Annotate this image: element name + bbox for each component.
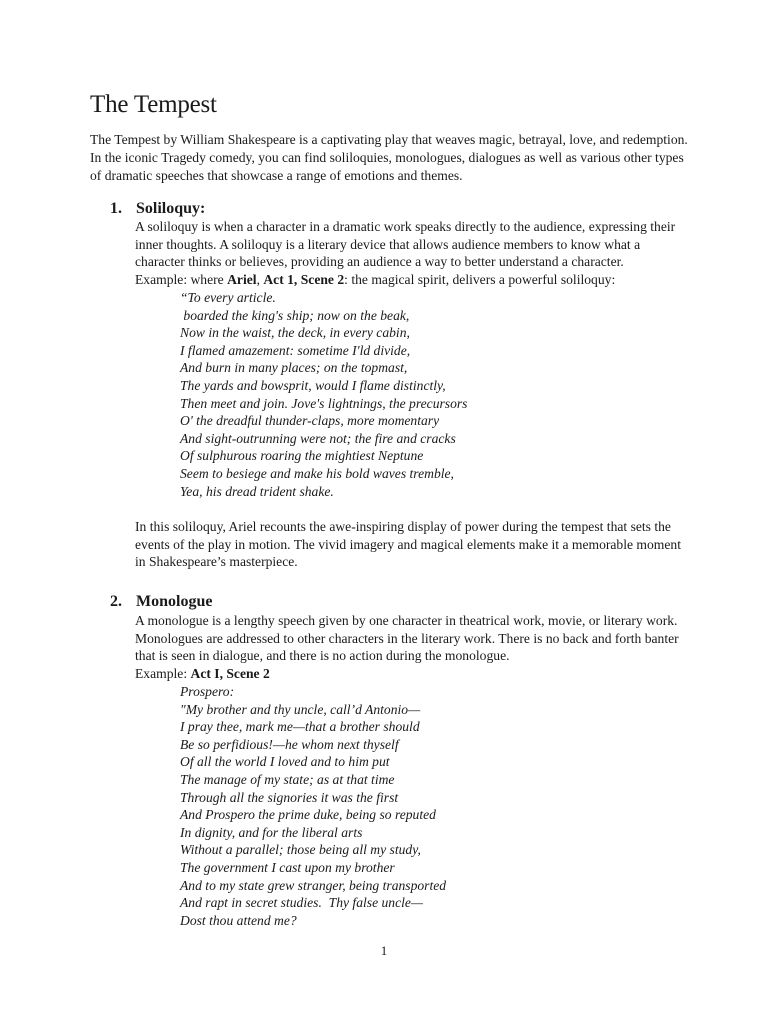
verse-line: I flamed amazement: sometime I'ld divide, (180, 342, 411, 358)
section-number: 1. (110, 200, 122, 217)
monologue-verse (180, 683, 446, 929)
verse-line: And sight-outrunning were not; the fire and cracks (180, 430, 456, 446)
page-number: 1 (380, 943, 388, 958)
verse-line: And to my state grew stranger, being transported (180, 877, 447, 893)
verse-line: Without a parallel; those being all my study, (180, 842, 421, 858)
verse-line: In dignity, and for the liberal arts (180, 824, 363, 840)
section-title: Soliloquy: (136, 200, 206, 217)
section-number: 2. (110, 593, 122, 610)
soliloquy-example-line: Example: where Ariel, Act 1, Scene 2: the magical spirit, delivers a powerful soliloquy: (135, 272, 616, 287)
verse-line: Through all the signories it was the first (180, 789, 399, 805)
example-scene: Act 1, Scene 2 (263, 272, 345, 287)
verse-line: Seem to besiege and make his bold waves tremble, (180, 465, 454, 481)
verse-line: O' the dreadful thunder-claps, more momentary (180, 413, 440, 429)
verse-line: The government I cast upon my brother (180, 859, 395, 875)
verse-line: Of all the world I loved and to him put (180, 754, 390, 770)
monologue-definition: A monologue is a lengthy speech given by one character in theatrical work, movie, or literary work. Monologues are addressed to other characters in the literary work. There is no back and forth banter that is seen in dialogue, and there is no action during the monologue. (135, 613, 679, 664)
verse-line: Then meet and join. Jove's lightnings, the precursors (180, 395, 468, 411)
verse-line: The manage of my state; as at that time (180, 771, 395, 787)
verse-speaker: Prospero: (180, 684, 235, 699)
monologue-example-line: Example: Act I, Scene 2 (135, 666, 270, 681)
verse-line: Now in the waist, the deck, in every cabin, (180, 325, 410, 341)
verse-line: And burn in many places; on the topmast, (180, 360, 408, 376)
section-title: Monologue (136, 593, 213, 610)
verse-line: Yea, his dread trident shake. (180, 483, 334, 499)
verse-line: I pray thee, mark me—that a brother should (180, 719, 420, 735)
verse-line: “To every article. (180, 290, 276, 305)
verse-line: Of sulphurous roaring the mightiest Neptune (180, 448, 424, 464)
section-heading-soliloquy (110, 199, 205, 219)
page-title: The Tempest (90, 91, 217, 118)
verse-line: And rapt in secret studies. Thy false uncle— (180, 895, 424, 911)
verse-line: Dost thou attend me? (180, 912, 297, 928)
intro-paragraph: The Tempest by William Shakespeare is a captivating play that weaves magic, betrayal, love, and redemption. In the iconic Tragedy comedy, you can find soliloquies, monologues, dialogues as well as various other types of dramatic speeches that showcase a range of emotions and themes. (90, 132, 688, 183)
example-character: Ariel (227, 272, 257, 287)
verse-line: "My brother and thy uncle, call’d Antonio— (180, 701, 421, 717)
verse-line: boarded the king's ship; now on the beak, (180, 307, 410, 323)
section-heading-monologue (110, 592, 212, 612)
verse-line: And Prospero the prime duke, being so reputed (180, 807, 436, 823)
soliloquy-definition: A soliloquy is when a character in a dramatic work speaks directly to the audience, expressing their inner thoughts. A soliloquy is a literary device that allows audience members to know what a character thinks or believes, providing an audience a way to better understand a character. (135, 219, 676, 270)
soliloquy-analysis: In this soliloquy, Ariel recounts the awe-inspiring display of power during the tempest that sets the events of the play in motion. The vivid imagery and magical elements make it a memorable moment in Shakespeare’s masterpiece. (135, 519, 681, 570)
example-scene: Act I, Scene 2 (190, 666, 270, 681)
verse-line: Be so perfidious!—he whom next thyself (180, 736, 399, 752)
verse-line: The yards and bowsprit, would I flame distinctly, (180, 377, 446, 393)
soliloquy-verse (180, 289, 467, 500)
